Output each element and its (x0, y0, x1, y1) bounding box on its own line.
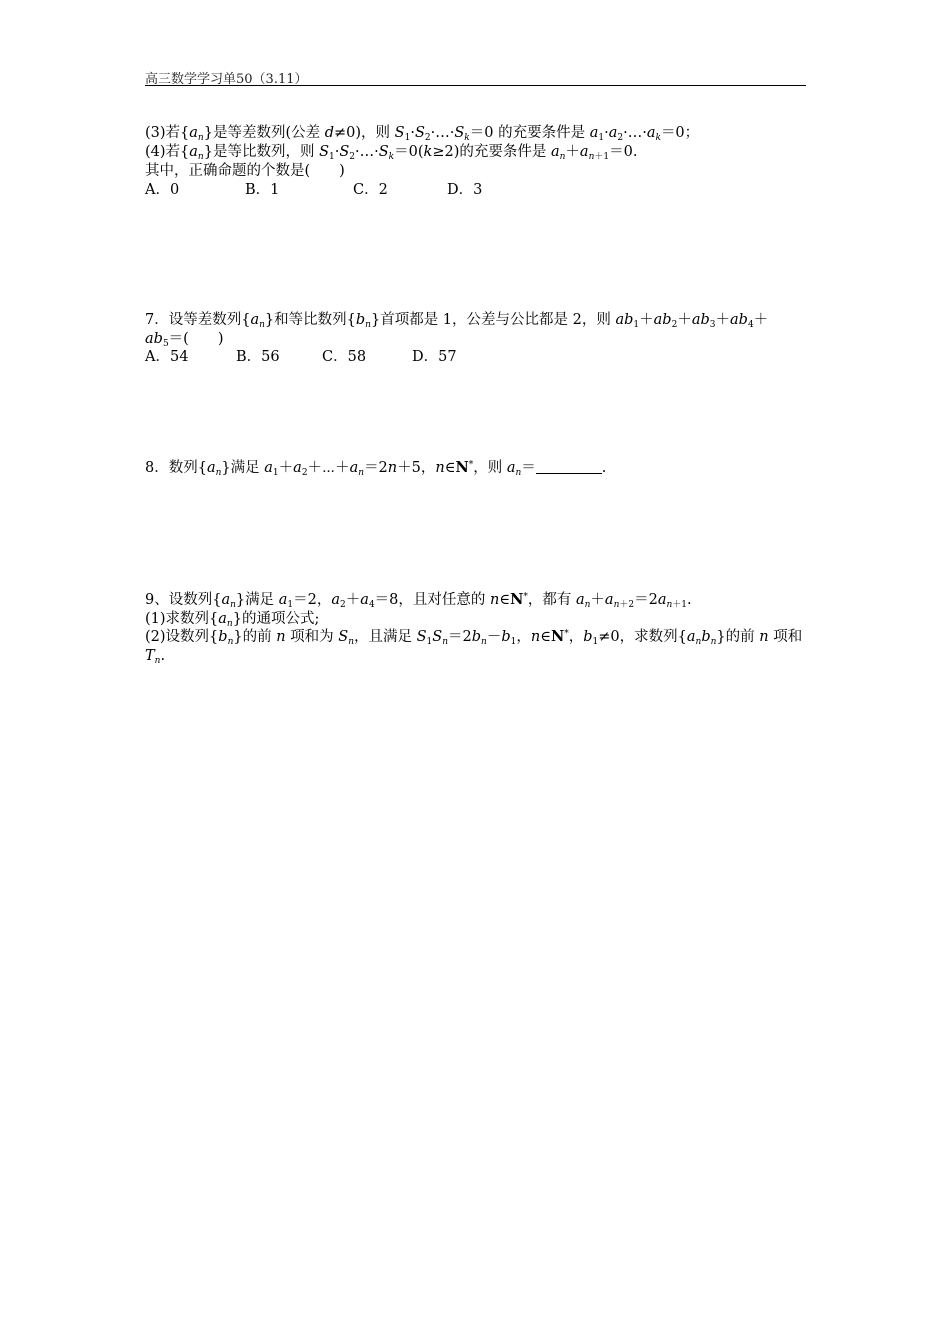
q6-choices (145, 181, 482, 199)
q6-choice-d: D．3 (447, 182, 483, 198)
answer-blank (536, 459, 602, 474)
q7-stem: 7．设等差数列$\{a_n\}$和等比数列$\{b_n\}$首项都是 1，公差与公比都是 2，则 $ab_1+ab_2+ab_3+ab_4+$ (145, 312, 769, 330)
q6-choice-c: C．2 (353, 182, 388, 198)
q7-choice-b: B．56 (236, 349, 280, 365)
q9-part-2-cont: $T_n$. (145, 648, 166, 666)
page-header: 高三数学学习单50（3.11） (145, 72, 308, 87)
q6-choice-a: A．0 (145, 182, 180, 198)
q7-choice-c: C．58 (322, 349, 367, 365)
q9-part-1: (1)求数列$\{a_n\}$的通项公式; (145, 611, 320, 629)
q6-statement-4: (4)若$\{a_n\}$是等比数列，则 $S_1\cdot S_2\cdot\dots\cdot S_k=0(k\ge 2)$的充要条件是 $a_n+a_{n+1}=0$. (145, 144, 638, 162)
q9-stem: 9、设数列$\{a_n\}$满足 $a_1=2$，$a_2+a_4=8$，且对任意的 n∈N*，都有 $a_n+a_{n+2}=2a_{n+1}$. (145, 591, 692, 610)
q6-statement-3: (3)若$\{a_n\}$是等差数列(公差 d≠0)，则 $S_1\cdot S_2\cdot\dots\cdot S_k=0$ 的充要条件是 $a_1\cdot a_2\cdot\dots\cdot a_k=0$； (145, 125, 700, 143)
q7-choices (145, 348, 457, 366)
q7-choice-a: A．54 (145, 349, 189, 365)
q6-choice-b: B．1 (245, 182, 280, 198)
header-rule (145, 85, 806, 86)
q7-choice-d: D．57 (412, 349, 457, 365)
q8-stem: 8．数列$\{a_n\}$满足 $a_1+a_2+\cdots+a_n=2n+5$，n∈N*，则 $a_n=$ . (145, 459, 607, 478)
q7-stem-cont: $ab_5=$( ) (145, 331, 224, 349)
q9-part-2: (2)设数列$\{b_n\}$的前 n 项和为 $S_n$，且满足 $S_1S_n=2b_n-b_1$，n∈N*，$b_1\ne 0$，求数列$\{a_nb_n\}$的前 n 项和 (145, 628, 803, 647)
q6-prompt: 其中，正确命题的个数是( ) (145, 163, 345, 179)
